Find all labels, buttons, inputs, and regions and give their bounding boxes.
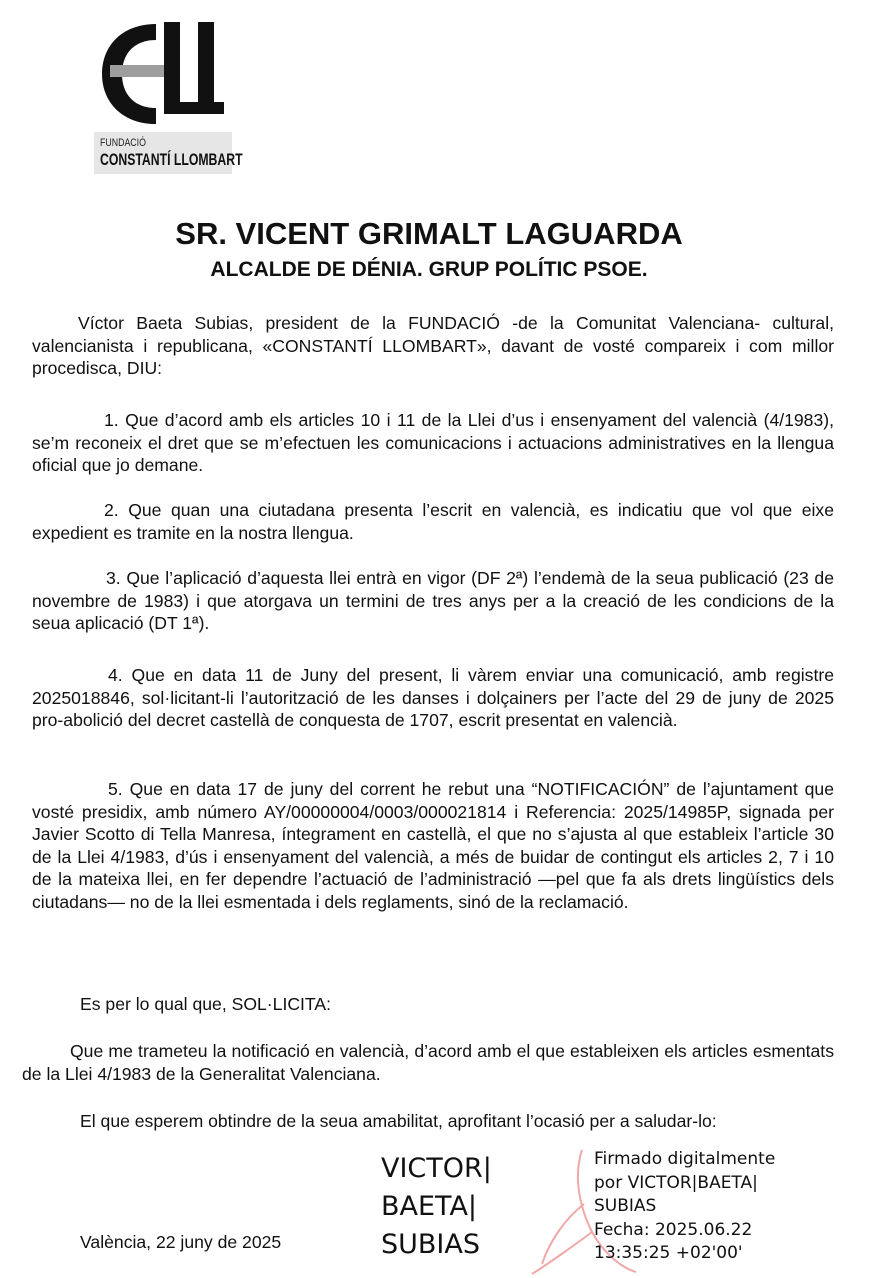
closing-line: El que esperem obtindre de la seua amabilitat, aprofitant l’ocasió per a saludar-lo: [80, 1111, 717, 1131]
signer-name-line: SUBIAS [381, 1229, 480, 1260]
request-paragraph: Que me trameteu la notificació en valencià, d’acord amb el que estableixen els articles esmentats de la Llei 4/1983 de la Generalitat Valenciana. [22, 1041, 834, 1084]
digital-signature-line: Firmado digitalmente [594, 1149, 776, 1169]
foundation-logo [94, 16, 243, 174]
digital-signature-line: Fecha: 2025.06.22 [594, 1219, 753, 1240]
point-4: 4. Que en data 11 de Juny del present, li vàrem enviar una comunicació, amb registre 2025018846, sol·licitant-li l’autorització de les danses i dolçainers per l’acte del 29 de juny de 2025 pro-abolició del decret castellà de conquesta de 1707, escrit presentat en valencià. [32, 665, 834, 730]
addressee-title: SR. VICENT GRIMALT LAGUARDA [175, 216, 683, 251]
signer-name-line: BAETA| [381, 1191, 478, 1222]
digital-signature-line: por VICTOR|BAETA| [594, 1172, 758, 1193]
intro-paragraph: Víctor Baeta Subias, president de la FUNDACIÓ -de la Comunitat Valenciana- cultural, valencianista i republicana, «CONSTANTÍ LLOMBART», davant de vosté compareix i com millor procedisca, DIU: [32, 313, 834, 378]
digital-signature-line: SUBIAS [594, 1196, 657, 1216]
point-3: 3. Que l’aplicació d’aquesta llei entrà en vigor (DF 2ª) l’endemà de la seua publicació (23 de novembre de 1983) i que atorgava un termini de tres anys per a la creació de les condicions de la seua aplicació (DT 1ª). [32, 568, 834, 633]
logo-line-2: CONSTANTÍ LLOMBART [100, 150, 243, 169]
digital-signature-line: 13:35:25 +02'00' [594, 1243, 743, 1263]
point-5: 5. Que en data 17 de juny del corrent he rebut una “NOTIFICACIÓN” de l’ajuntament que vosté presidix, amb número AY/00000004/0003/000021814 i Referencia: 2025/14985P, signada per Javier Scotto di Tella Manresa, íntegrament en castellà, el que no s’ajusta al que estableix l’article 30 de la Llei 4/1983, d’ús i ensenyament del valencià, a més de buidar de contingut els articles 2, 7 i 10 de la mateixa llei, en fer dependre l’actuació de l’administració —pel que fa als drets lingüístics dels ciutadans— no de la llei esmentada i dels reglaments, sinó de la reclamació. [32, 779, 834, 912]
digital-signature-text [594, 1148, 775, 1266]
cll-logo-mark [94, 16, 232, 132]
place-date: València, 22 juny de 2025 [80, 1232, 282, 1252]
point-1: 1. Que d’acord amb els articles 10 i 11 de la Llei d’us i ensenyament del valencià (4/1983), se’m reconeix el dret que se m’efectuen les comunicacions i actuacions administratives en la llengua oficial que jo demane. [32, 410, 834, 475]
signer-name [381, 1150, 492, 1264]
addressee-subtitle: ALCALDE DE DÉNIA. GRUP POLÍTIC PSOE. [210, 258, 648, 281]
signer-name-line: VICTOR| [381, 1153, 492, 1184]
solicita-line: Es per lo qual que, SOL·LICITA: [80, 994, 331, 1014]
point-2: 2. Que quan una ciutadana presenta l’escrit en valencià, es indicatiu que vol que eixe expedient es tramite en la nostra llengua. [32, 500, 834, 543]
logo-line-1: FUNDACIÓ [100, 137, 146, 149]
